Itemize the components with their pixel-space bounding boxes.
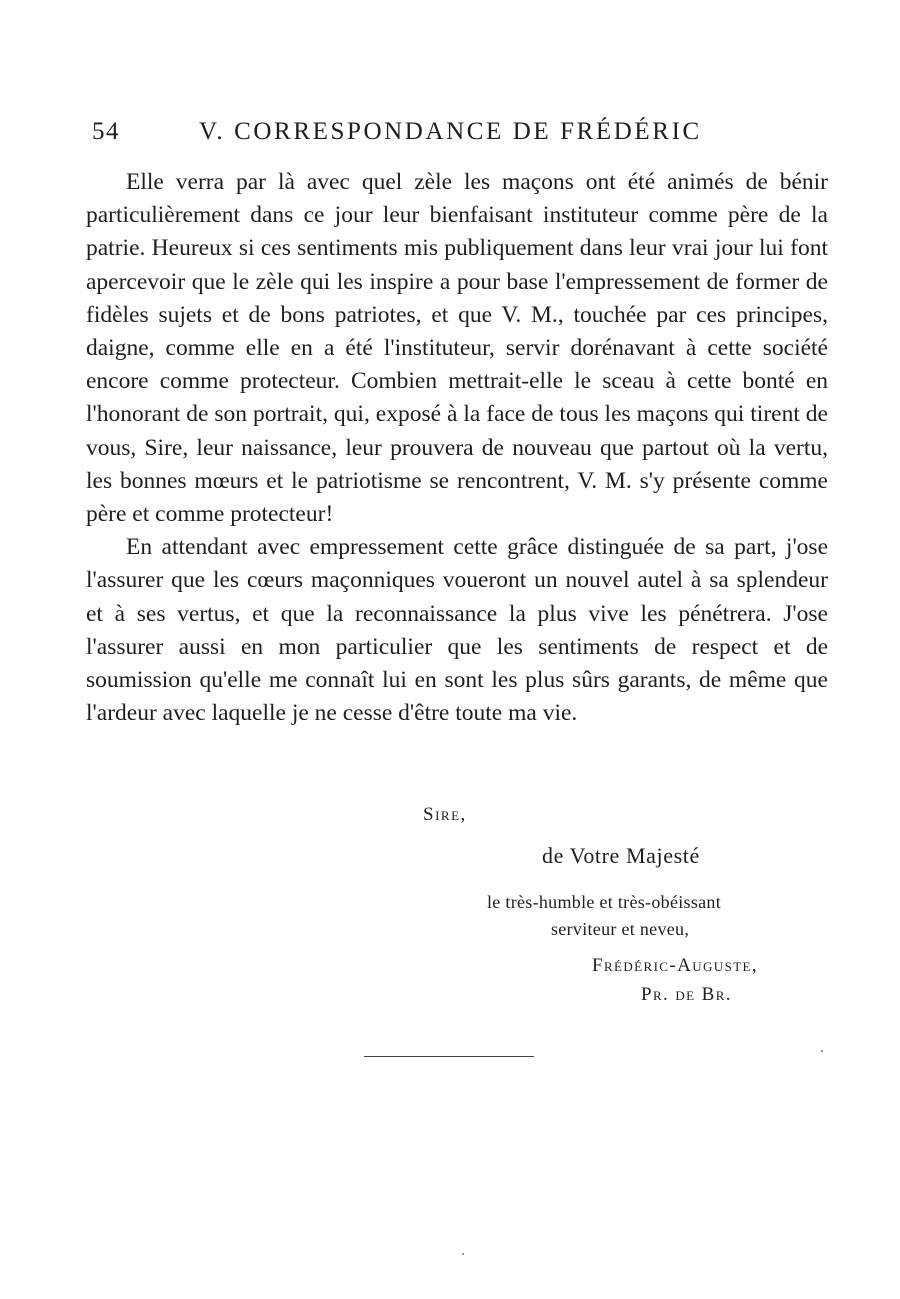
end-rule <box>364 1056 534 1057</box>
paragraph-2: En attendant avec empressement cette grâce distinguée de sa part, j'ose l'assurer que les cœurs maçonniques voueront un nouvel autel à sa splendeur et à ses vertus, et que la reconnaissance la plus vive les pénétrera. J'ose l'assurer aussi en mon particulier que les sentiments de respect et de soumission qu'elle me connaît lui en sont les plus sûrs garants, de même que l'ardeur avec laquelle je ne cesse d'être toute ma vie. <box>86 534 828 727</box>
paragraph-1: Elle verra par là avec quel zèle les maçons ont été animés de bénir particulièrement dans ce jour leur bienfaisant instituteur comme père de la patrie. Heureux si ces sentiments mis publiquement dans leur vrai jour lui font apercevoir que le zèle qui les inspire a pour base l'empressement de former de fidèles sujets et de bons patriotes, et que V. M., touchée par ces principes, daigne, comme elle en a été l'instituteur, servir dorénavant à cette société encore comme protecteur. Combien mettrait-elle le sceau à cette bonté en l'honorant de son portrait, qui, exposé à la face de tous les maçons qui tirent de vous, Sire, leur naissance, leur prouvera de nouveau que partout où la vertu, les bonnes mœurs et le patriotisme se rencontrent, V. M. s'y présente comme père et comme protecteur! <box>86 169 828 528</box>
signature-name: Frédéric-Auguste, <box>592 955 759 976</box>
page-number: 54 <box>92 118 120 145</box>
signature-title: Pr. de Br. <box>641 984 732 1005</box>
print-speck <box>821 1050 823 1052</box>
running-head <box>88 118 828 152</box>
letter-body <box>86 166 828 730</box>
closing-humble: le très-humble et très-obéissant <box>487 892 722 912</box>
closing-servant: serviteur et neveu, <box>551 919 690 939</box>
print-speck <box>462 1253 464 1255</box>
closing-majesty: de Votre Majesté <box>542 843 700 868</box>
salutation: Sire, <box>423 804 467 825</box>
chapter-title: V. CORRESPONDANCE DE FRÉDÉRIC <box>199 118 702 145</box>
